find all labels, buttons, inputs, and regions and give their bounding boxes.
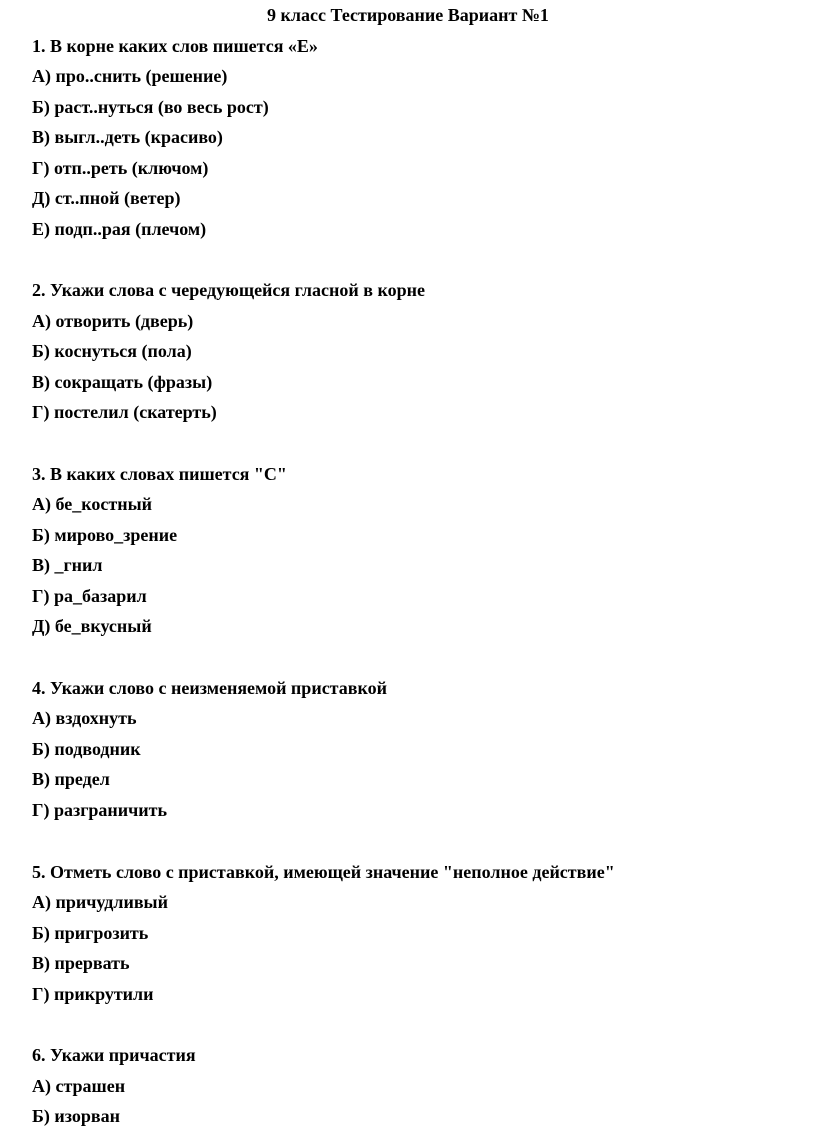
question-1-option-a: А) про..снить (решение) [32,66,228,86]
question-1-option-e: Е) подп..рая (плечом) [32,219,207,239]
page-title: 9 класс Тестирование Вариант №1 [267,5,549,25]
question-1-option-b: Б) раст..нуться (во весь рост) [32,97,269,117]
question-3-option-v: В) _гнил [32,555,103,575]
question-2-option-g: Г) постелил (скатерть) [32,402,217,422]
question-1-option-g: Г) отп..реть (ключом) [32,158,209,178]
question-4-option-a: А) вздохнуть [32,708,137,728]
question-6-text: 6. Укажи причастия [32,1045,196,1065]
question-1-text: 1. В корне каких слов пишется «Е» [32,36,318,56]
question-5-option-a: А) причудливый [32,892,168,912]
question-3-option-g: Г) ра_базарил [32,586,147,606]
question-4-text: 4. Укажи слово с неизменяемой приставкой [32,678,387,698]
question-6-option-b: Б) изорван [32,1106,120,1126]
question-5-text: 5. Отметь слово с приставкой, имеющей значение "неполное действие" [32,862,615,882]
question-4-option-b: Б) подводник [32,739,141,759]
question-5-option-b: Б) пригрозить [32,923,149,943]
question-2-option-b: Б) коснуться (пола) [32,341,192,361]
question-5-option-v: В) прервать [32,953,130,973]
question-3-option-a: А) бе_костный [32,494,153,514]
question-5-option-g: Г) прикрутили [32,984,154,1004]
question-6-option-a: А) страшен [32,1076,126,1096]
question-1-option-v: В) выгл..деть (красиво) [32,127,223,147]
question-2-option-v: В) сокращать (фразы) [32,372,213,392]
question-4-option-g: Г) разграничить [32,800,167,820]
question-4-option-v: В) предел [32,769,110,789]
question-3-text: 3. В каких словах пишется "С" [32,464,287,484]
question-2-option-a: А) отворить (дверь) [32,311,194,331]
question-1-option-d: Д) ст..пной (ветер) [32,188,181,208]
question-3-option-d: Д) бе_вкусный [32,616,152,636]
question-2-text: 2. Укажи слова с чередующейся гласной в корне [32,280,425,300]
question-3-option-b: Б) мирово_зрение [32,525,178,545]
